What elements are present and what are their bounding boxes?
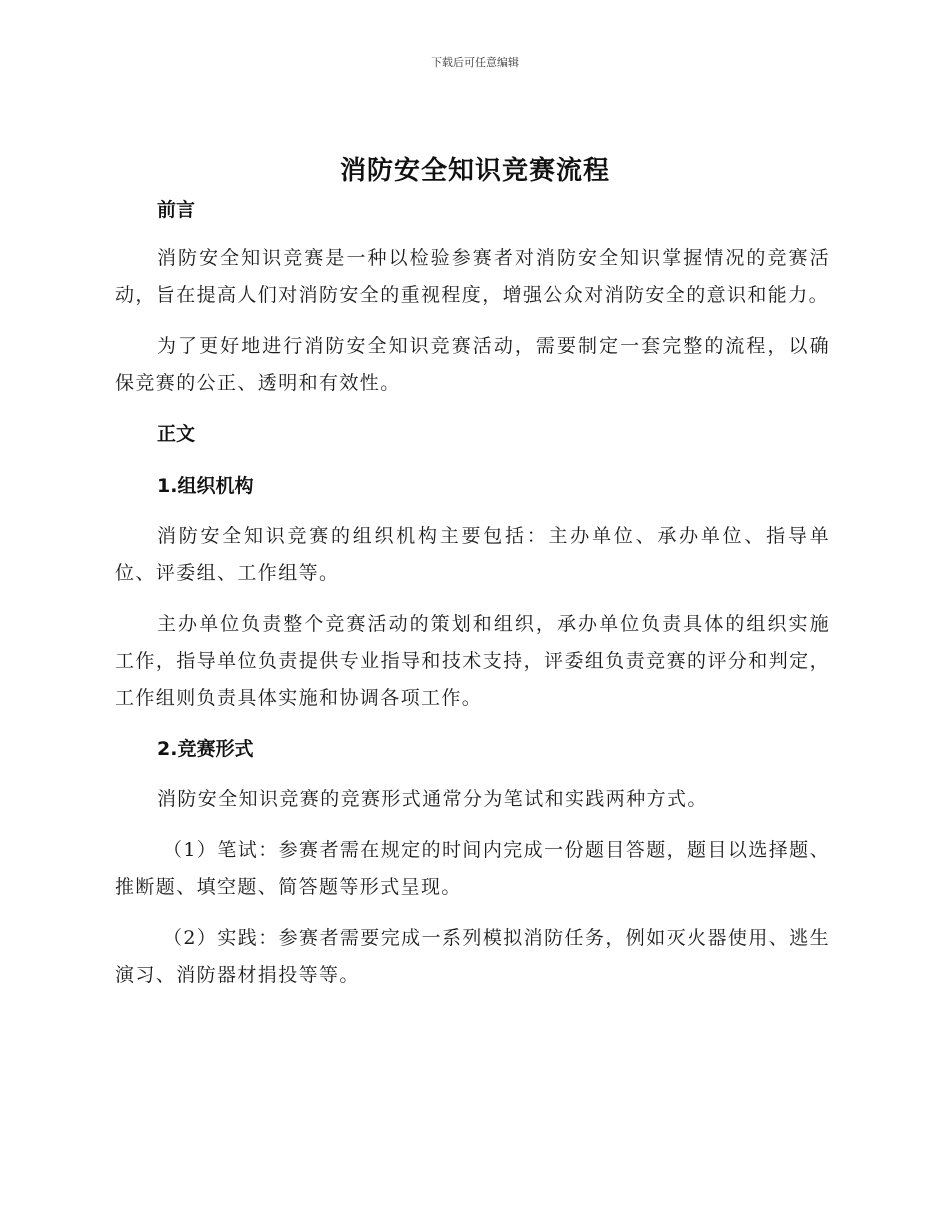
organization-paragraph-2: 主办单位负责整个竞赛活动的策划和组织，承办单位负责具体的组织实施工作，指导单位负责提供专业指导和技术支持，评委组负责竞赛的评分和判定，工作组则负责具体实施和协调各项工作。 — [115, 613, 830, 709]
organization-heading: 1.组织机构 — [157, 475, 254, 497]
preface-paragraph-2: 为了更好地进行消防安全知识竞赛活动，需要制定一套完整的流程，以确保竞赛的公正、透明和有效性。 — [115, 335, 830, 394]
body-heading: 正文 — [157, 423, 196, 445]
document-body — [115, 192, 830, 994]
competition-form-heading: 2.竞赛形式 — [157, 738, 254, 760]
document-title: 消防安全知识竞赛流程 — [339, 156, 610, 186]
preface-heading: 前言 — [157, 199, 196, 221]
practice-item: （2）实践：参赛者需要完成一系列模拟消防任务，例如灭火器使用、逃生演习、消防器材捐投等等。 — [115, 927, 830, 986]
organization-paragraph-1: 消防安全知识竞赛的组织机构主要包括：主办单位、承办单位、指导单位、评委组、工作组等。 — [115, 525, 830, 584]
competition-form-paragraph: 消防安全知识竞赛的竞赛形式通常分为笔试和实践两种方式。 — [157, 788, 708, 810]
written-test-item: （1）笔试：参赛者需在规定的时间内完成一份题目答题，题目以选择题、推断题、填空题、简答题等形式呈现。 — [115, 839, 830, 898]
preface-paragraph-1: 消防安全知识竞赛是一种以检验参赛者对消防安全知识掌握情况的竞赛活动，旨在提高人们对消防安全的重视程度，增强公众对消防安全的意识和能力。 — [115, 247, 830, 306]
header-note: 下载后可任意编辑 — [431, 56, 519, 69]
